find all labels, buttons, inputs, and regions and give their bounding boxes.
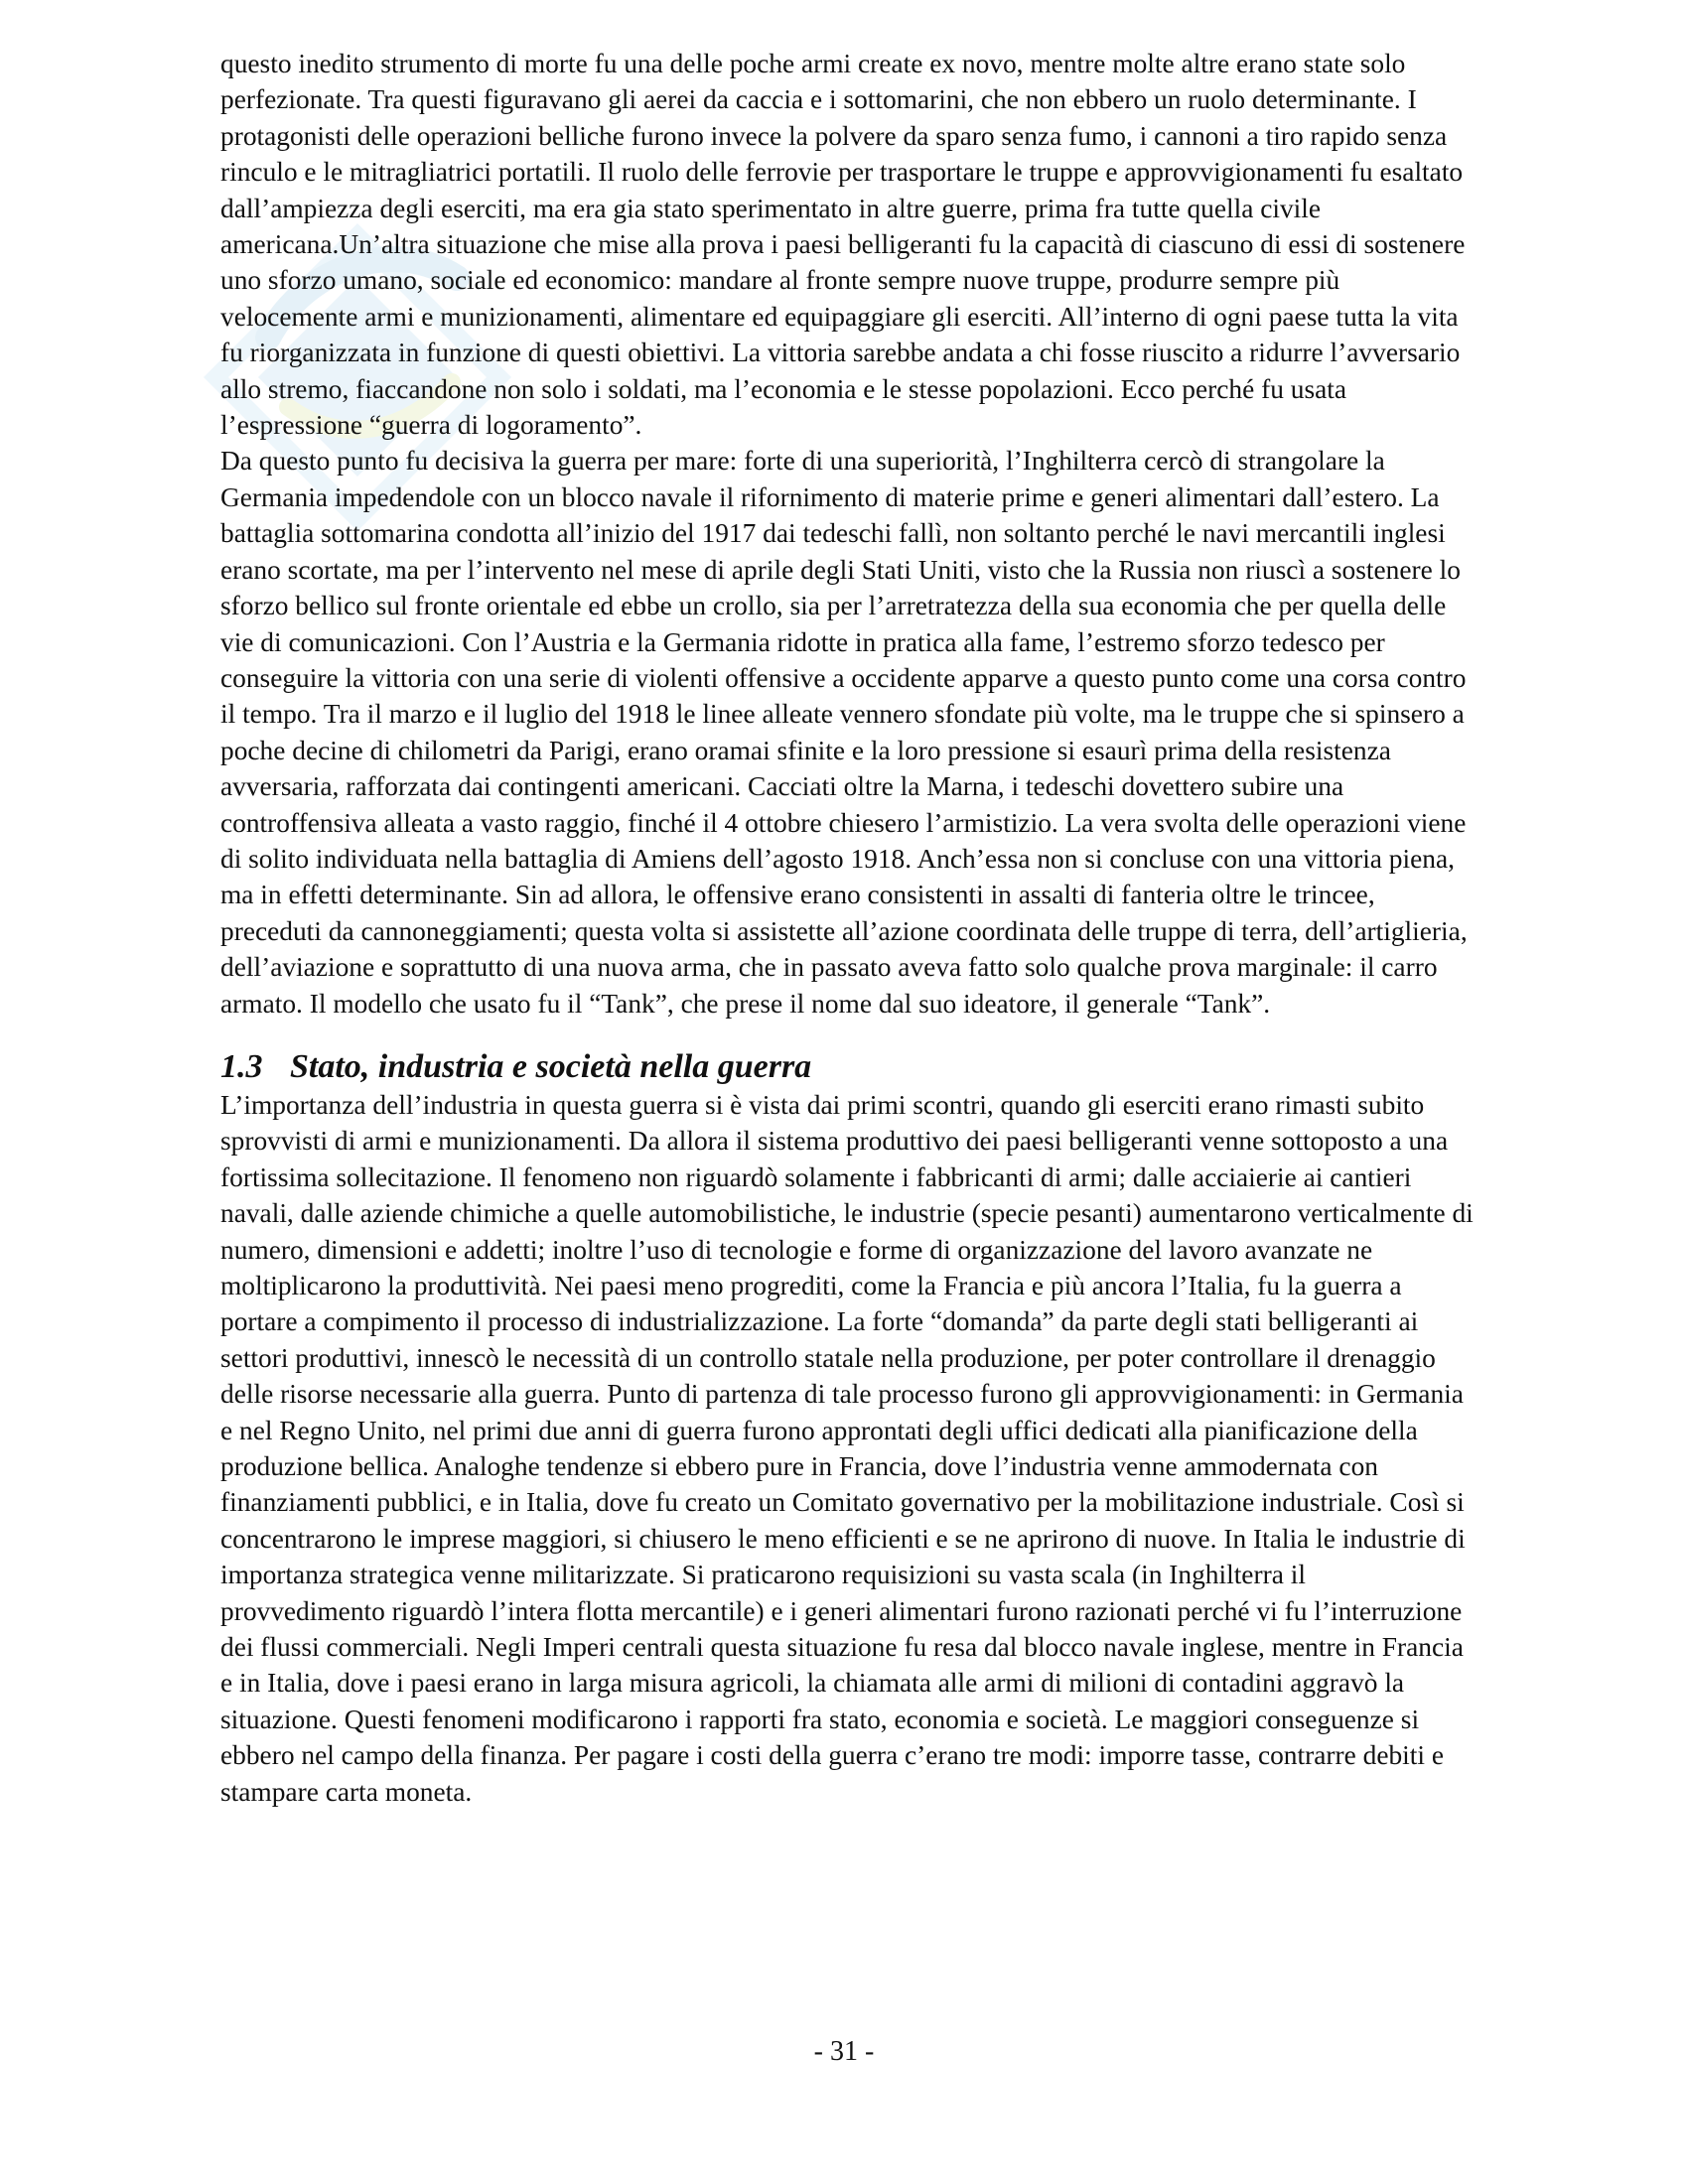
paragraph-war-technology-and-attrition: questo inedito strumento di morte fu una delle poche armi create ex novo, mentre molte altre erano state solo perfezionate. Tra questi figuravano gli aerei da caccia e i sottomarini, che non ebbero un ruolo determinante. I protagonisti delle operazioni belliche furono invece la polvere da sparo senza fumo, i cannoni a tiro rapido senza rinculo e le mitragliatrici portatili. Il ruolo delle ferrovie per trasportare le truppe e approvvigionamenti fu esaltato dall’ampiezza degli eserciti, ma era gia stato sperimentato in altre guerre, prima fra tutte quella civile americana.Un’altra situazione che mise alla prova i paesi belligeranti fu la capacità di ciascuno di essi di sostenere uno sforzo umano, sociale ed economico: mandare al fronte sempre nuove truppe, produrre sempre più velocemente armi e munizionamenti, alimentare ed equipaggiare gli eserciti. All’interno di ogni paese tutta la vita fu riorganizzata in funzione di questi obiettivi. La vittoria sarebbe andata a chi fosse riuscito a ridurre l’avversario allo stremo, fiaccandone non solo i soldati, ma l’economia e le stesse popolazioni. Ecco perché fu usata l’espressione “guerra di logoramento”. <box>220 49 1466 441</box>
paragraph-naval-war-and-final-offensives: Da questo punto fu decisiva la guerra per mare: forte di una superiorità, l’Inghilterra cercò di strangolare la Germania impedendole con un blocco navale il rifornimento di materie prime e generi alimentari dall’estero. La battaglia sottomarina condotta all’inizio del 1917 dai tedeschi fallì, non soltanto perché le navi mercantili inglesi erano scortate, ma per l’intervento nel mese di aprile degli Stati Uniti, visto che la Russia non riuscì a sostenere lo sforzo bellico sul fronte orientale ed ebbe un crollo, sia per l’arretratezza della sua economia che per quella delle vie di comunicazioni. Con l’Austria e la Germania ridotte in pratica alla fame, l’estremo sforzo tedesco per conseguire la vittoria con una serie di violenti offensive a occidente apparve a questo punto come una corsa contro il tempo. Tra il marzo e il luglio del 1918 le linee alleate vennero sfondate più volte, ma le truppe che si spinsero a poche decine di chilometri da Parigi, erano oramai sfinite e la loro pressione si esaurì prima della resistenza avversaria, rafforzata dai contingenti americani. Cacciati oltre la Marna, i tedeschi dovettero subire una controffensiva alleata a vasto raggio, finché il 4 ottobre chiesero l’armistizio. La vera svolta delle operazioni viene di solito individuata nella battaglia di Amiens dell’agosto 1918. Anch’essa non si concluse con una vittoria piena, ma in effetti determinante. Sin ad allora, le offensive erano consistenti in assalti di fanteria oltre le trincee, preceduti da cannoneggiamenti; questa volta si assistette all’azione coordinata delle truppe di terra, dell’artiglieria, dell’aviazione e soprattutto di una nuova arma, che in passato aveva fatto solo qualche prova marginale: il carro armato. Il modello che usato fu il “Tank”, che prese il nome dal suo ideatore, il generale “Tank”. <box>220 446 1468 1019</box>
document-page <box>220 46 1474 1810</box>
section-title: Stato, industria e società nella guerra <box>290 1047 812 1085</box>
section-number: 1.3 <box>220 1047 263 1085</box>
page-number: - 31 - <box>813 2036 875 2067</box>
paragraph-state-industry-society: L’importanza dell’industria in questa guerra si è vista dai primi scontri, quando gli eserciti erano rimasti subito sprovvisti di armi e munizionamenti. Da allora il sistema produttivo dei paesi belligeranti venne sottoposto a una fortissima sollecitazione. Il fenomeno non riguardò solamente i fabbricanti di armi; dalle acciaierie ai cantieri navali, dalle aziende chimiche a quelle automobilistiche, le industrie (specie pesanti) aumentarono verticalmente di numero, dimensioni e addetti; inoltre l’uso di tecnologie e forme di organizzazione del lavoro avanzate ne moltiplicarono la produttività. Nei paesi meno progrediti, come la Francia e più ancora l’Italia, fu la guerra a portare a compimento il processo di industrializzazione. La forte “domanda” da parte degli stati belligeranti ai settori produttivi, innescò le necessità di un controllo statale nella produzione, per poter controllare il drenaggio delle risorse necessarie alla guerra. Punto di partenza di tale processo furono gli approvvigionamenti: in Germania e nel Regno Unito, nel primi due anni di guerra furono approntati degli uffici dedicati alla pianificazione della produzione bellica. Analoghe tendenze si ebbero pure in Francia, dove l’industria venne ammodernata con finanziamenti pubblici, e in Italia, dove fu creato un Comitato governativo per la mobilitazione industriale. Così si concentrarono le imprese maggiori, si chiusero le meno efficienti e se ne aprirono di nuove. In Italia le industrie di importanza strategica venne militarizzate. Si praticarono requisizioni su vasta scala (in Inghilterra il provvedimento riguardò l’intera flotta mercantile) e i generi alimentari furono razionati perché vi fu l’interruzione dei flussi commerciali. Negli Imperi centrali questa situazione fu resa dal blocco navale inglese, mentre in Francia e in Italia, dove i paesi erano in larga misura agricoli, la chiamata alle armi di milioni di contadini aggravò la situazione. Questi fenomeni modificarono i rapporti fra stato, economia e società. Le maggiori conseguenze si ebbero nel campo della finanza. Per pagare i costi della guerra c’erano tre modi: imporre tasse, contrarre debiti e stampare carta moneta. <box>220 1089 1474 1807</box>
section-heading <box>220 1047 1474 1087</box>
